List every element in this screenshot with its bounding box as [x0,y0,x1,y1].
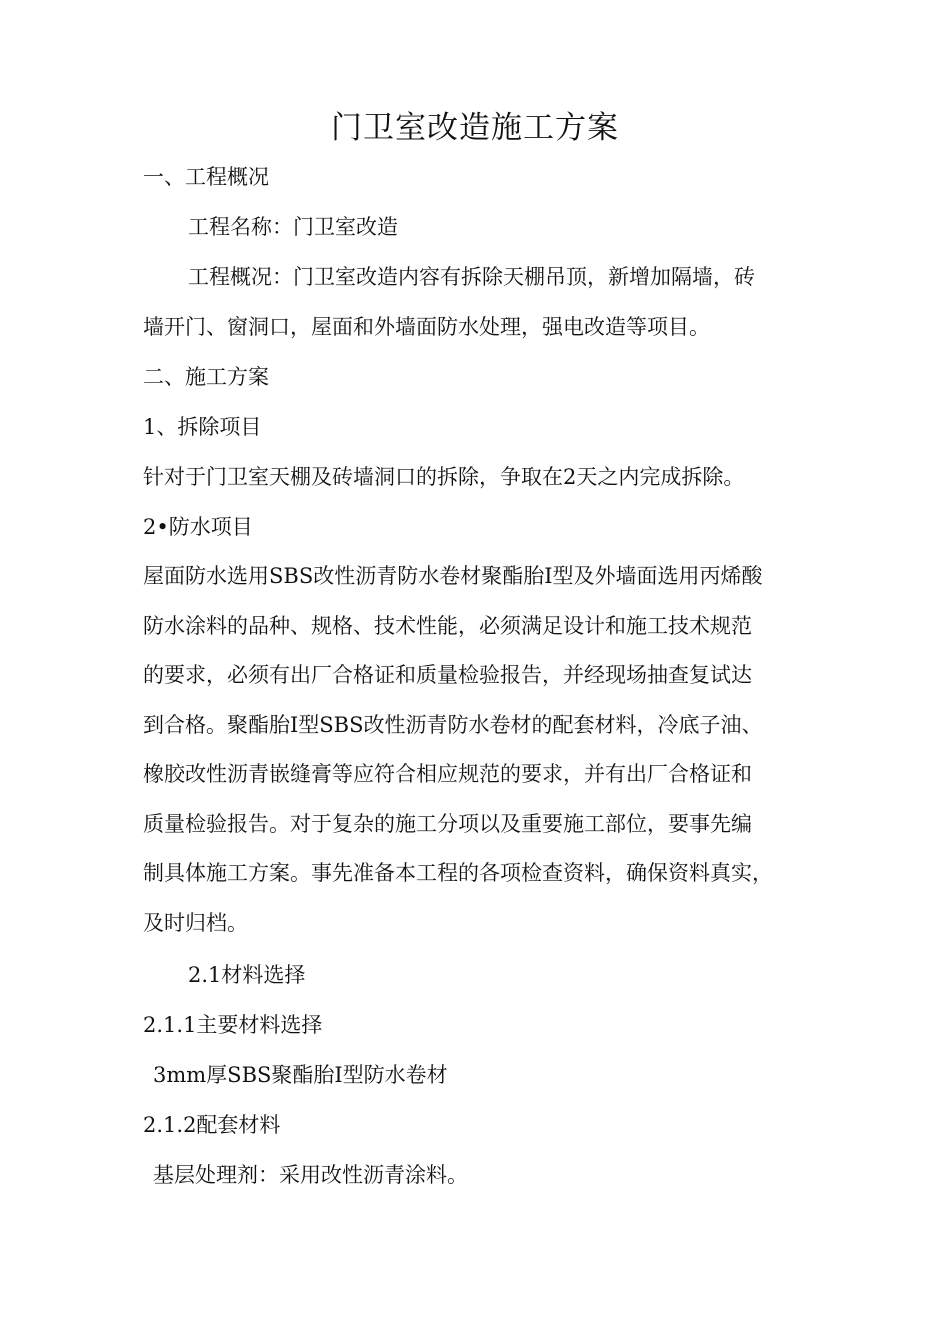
paragraph-line: 的要求，必须有出厂合格证和质量检验报告，并经现场抽查复试达 [143,663,752,687]
item-heading-demolition: 1、拆除项目 [143,415,262,439]
paragraph-line: 质量检验报告。对于复杂的施工分项以及重要施工部位，要事先编 [143,811,752,836]
subsection-heading-auxiliary-materials: 2.1.2配套材料 [143,1113,281,1137]
section-heading-overview: 一、工程概况 [143,165,269,189]
project-name-line: 工程名称：门卫室改造 [188,215,398,239]
project-overview-line-1: 工程概况：门卫室改造内容有拆除天棚吊顶，新增加隔墙，砖 [188,265,755,289]
demolition-text: 针对于门卫室天棚及砖墙洞口的拆除，争取在2天之内完成拆除。 [143,465,745,489]
paragraph-line: 制具体施工方案。事先准备本工程的各项检查资料，确保资料真实， [143,861,773,885]
subsection-heading-materials: 2.1材料选择 [188,963,306,987]
paragraph-line: 屋面防水选用SBS改性沥青防水卷材聚酯胎I型及外墙面选用丙烯酸 [143,564,763,588]
main-material-text: 3mm厚SBS聚酯胎I型防水卷材 [153,1063,448,1087]
document-title: 门卫室改造施工方案 [331,110,619,146]
project-overview-line-2: 墙开门、窗洞口，屋面和外墙面防水处理，强电改造等项目。 [143,315,710,339]
waterproofing-paragraph [143,552,823,948]
auxiliary-material-text: 基层处理剂：采用改性沥青涂料。 [153,1163,468,1187]
item-heading-waterproofing: 2•防水项目 [143,515,253,539]
subsection-heading-main-materials: 2.1.1主要材料选择 [143,1013,323,1037]
paragraph-line: 到合格。聚酯胎I型SBS改性沥青防水卷材的配套材料，冷底子油、 [143,712,763,737]
paragraph-line: 橡胶改性沥青嵌缝膏等应符合相应规范的要求，并有出厂合格证和 [143,762,752,786]
section-heading-plan: 二、施工方案 [143,365,269,389]
paragraph-line: 防水涂料的品种、规格、技术性能，必须满足设计和施工技术规范 [143,613,752,638]
paragraph-line: 及时归档。 [143,910,248,935]
